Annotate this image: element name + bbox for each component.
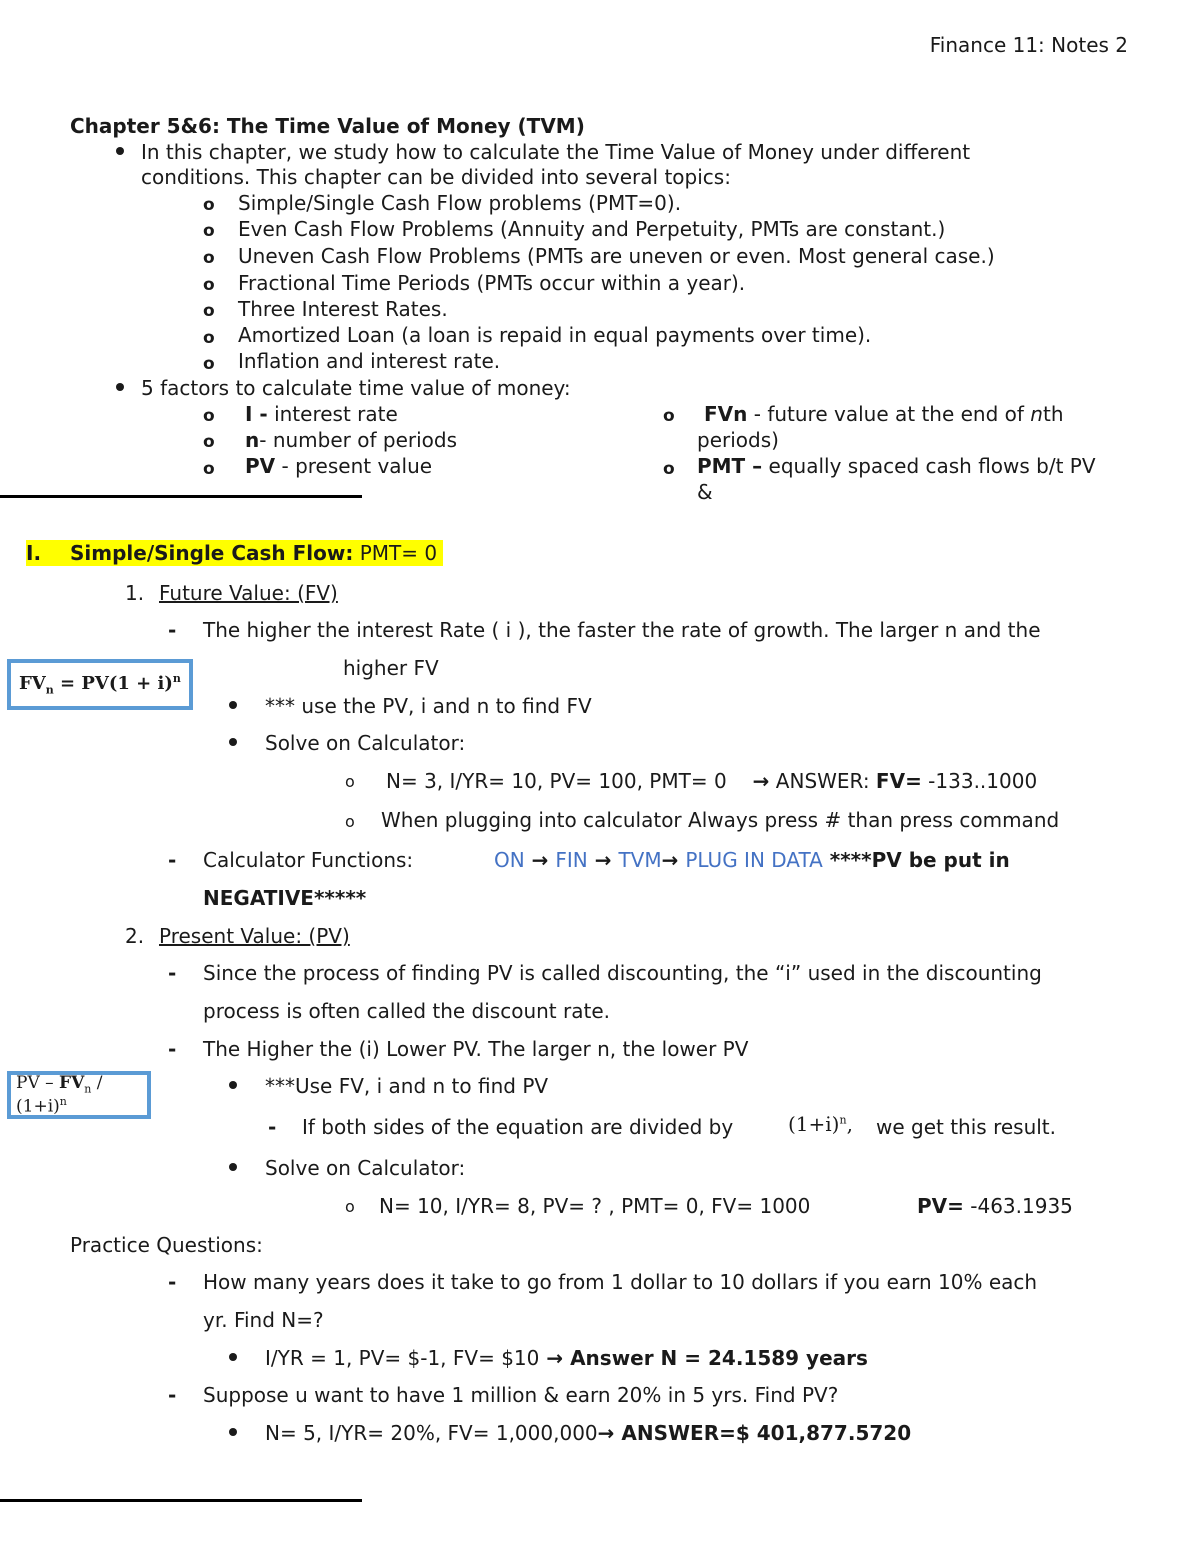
- factor-item-continued: &: [697, 480, 713, 504]
- section-divider: [0, 495, 362, 498]
- bullet-dot: [229, 1081, 237, 1089]
- topic-item: Amortized Loan (a loan is repaid in equal payments over time).: [238, 323, 872, 347]
- pv-point: Since the process of finding PV is called discounting, the “i” used in the discounting: [203, 961, 1042, 985]
- fv-calc-tip: When plugging into calculator Always press # than press command: [381, 808, 1060, 832]
- subsection-number: 2.: [125, 924, 145, 948]
- fv-formula: $FV_n = PV(1 + i)^n$: [19, 672, 181, 697]
- fv-point-continued: higher FV: [343, 656, 439, 680]
- pv-sub-point-end: we get this result.: [876, 1115, 1057, 1139]
- pv-sub-point: If both sides of the equation are divided by: [302, 1115, 734, 1139]
- bullet-dot: [229, 738, 237, 746]
- factors-intro: 5 factors to calculate time value of money:: [141, 376, 571, 400]
- fv-point: The higher the interest Rate ( i ), the faster the rate of growth. The larger n and the: [203, 618, 1041, 642]
- pv-point: The Higher the (i) Lower PV. The larger n, the lower PV: [203, 1037, 749, 1061]
- dash-marker: -: [168, 848, 177, 872]
- intro-line-2: conditions. This chapter can be divided into several topics:: [141, 165, 731, 189]
- pv-sub-formula: $(1+i)^n$,: [788, 1112, 853, 1136]
- factor-item: PV - present value: [245, 454, 433, 478]
- bullet-dot: [116, 383, 124, 391]
- bullet-dot: [229, 1163, 237, 1171]
- dash-marker: -: [168, 1037, 177, 1061]
- fv-calc-example: N= 3, I/YR= 10, PV= 100, PMT= 0 → ANSWER: FV= -133..1000: [386, 769, 1038, 793]
- topic-item: Fractional Time Periods (PMTs occur within a year).: [238, 271, 746, 295]
- topic-item: Simple/Single Cash Flow problems (PMT=0).: [238, 191, 682, 215]
- pv-bullet: ***Use FV, i and n to find PV: [265, 1074, 549, 1098]
- section-heading: I. Simple/Single Cash Flow: PMT= 0: [26, 540, 443, 566]
- practice-answer: I/YR = 1, PV= $-1, FV= $10 → Answer N = 24.1589 years: [265, 1346, 868, 1370]
- bullet-dot: [116, 147, 124, 155]
- factor-item: I - interest rate: [245, 402, 398, 426]
- bullet-dot: [229, 701, 237, 709]
- topic-item: Even Cash Flow Problems (Annuity and Perpetuity, PMTs are constant.): [238, 217, 946, 241]
- topic-item: Three Interest Rates.: [238, 297, 448, 321]
- practice-question-continued: yr. Find N=?: [203, 1308, 324, 1332]
- section-divider: [0, 1499, 362, 1502]
- practice-heading: Practice Questions:: [70, 1233, 263, 1257]
- practice-answer: N= 5, I/YR= 20%, FV= 1,000,000→ ANSWER=$ 401,877.5720: [265, 1421, 912, 1445]
- dash-marker: -: [168, 961, 177, 985]
- dash-marker: -: [168, 1383, 177, 1407]
- subsection-heading: Future Value: (FV): [159, 581, 338, 605]
- pv-point-continued: process is often called the discount rate.: [203, 999, 610, 1023]
- dash-marker: -: [268, 1115, 277, 1139]
- pv-calc-example: N= 10, I/YR= 8, PV= ? , PMT= 0, FV= 1000: [379, 1194, 811, 1218]
- subsection-heading: Present Value: (PV): [159, 924, 350, 948]
- factor-item: n- number of periods: [245, 428, 458, 452]
- topic-item: Uneven Cash Flow Problems (PMTs are uneven or even. Most general case.): [238, 244, 995, 268]
- practice-question: Suppose u want to have 1 million & earn 20% in 5 yrs. Find PV?: [203, 1383, 839, 1407]
- bullet-dot: [229, 1353, 237, 1361]
- pv-calc-answer: PV= -463.1935: [917, 1194, 1073, 1218]
- chapter-title: Chapter 5&6: The Time Value of Money (TVM): [70, 114, 585, 138]
- dash-marker: -: [168, 1270, 177, 1294]
- topic-item: Inflation and interest rate.: [238, 349, 501, 373]
- dash-marker: -: [168, 618, 177, 642]
- factor-item-continued: periods): [697, 428, 779, 452]
- subsection-number: 1.: [125, 581, 145, 605]
- factor-item: FVn - future value at the end of nth: [704, 402, 1064, 426]
- pv-formula-box: [7, 1071, 151, 1119]
- fv-bullet: Solve on Calculator:: [265, 731, 466, 755]
- page-header: Finance 11: Notes 2: [929, 33, 1128, 57]
- calculator-functions-sequence: ON → FIN → TVM→ PLUG IN DATA ****PV be put in: [494, 848, 1010, 872]
- intro-line-1: In this chapter, we study how to calculate the Time Value of Money under different: [141, 140, 971, 164]
- calculator-note-continued: NEGATIVE*****: [203, 886, 367, 910]
- fv-bullet: *** use the PV, i and n to find FV: [265, 694, 592, 718]
- factor-item: PMT – equally spaced cash flows b/t PV: [697, 454, 1096, 478]
- pv-formula: PV – $FV_n / (1+i)^n$: [16, 1072, 103, 1118]
- pv-bullet: Solve on Calculator:: [265, 1156, 466, 1180]
- calculator-functions-label: Calculator Functions:: [203, 848, 414, 872]
- practice-question: How many years does it take to go from 1 dollar to 10 dollars if you earn 10% each: [203, 1270, 1038, 1294]
- fv-formula-box: [7, 659, 193, 710]
- bullet-dot: [229, 1428, 237, 1436]
